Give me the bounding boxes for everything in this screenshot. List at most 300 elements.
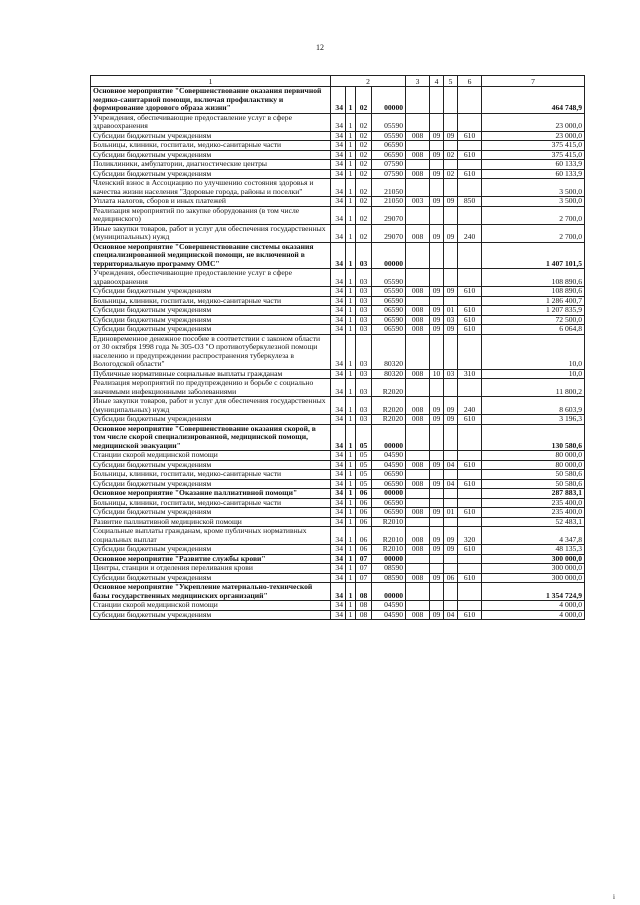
administrator-code-cell: [406, 554, 430, 564]
administrator-code-cell: 008: [406, 287, 430, 297]
table-row: [91, 369, 585, 379]
table-row: [91, 564, 585, 574]
header-cell-3: 3: [406, 76, 430, 87]
administrator-code-cell: 008: [406, 508, 430, 518]
subsection-code-cell: [444, 554, 458, 564]
table-row: [91, 573, 585, 583]
subprogram-code-cell: 1: [346, 470, 356, 480]
expense-kind-code-cell: [458, 334, 482, 369]
program-code-cell: 34: [331, 610, 346, 620]
direction-code-cell: 02: [356, 141, 372, 151]
subprogram-code-cell: 1: [346, 325, 356, 335]
administrator-code-cell: 003: [406, 197, 430, 207]
page-number: 12: [316, 43, 324, 52]
administrator-code-cell: [406, 517, 430, 527]
expense-kind-code-cell: 850: [458, 197, 482, 207]
expense-type-code-cell: 80320: [372, 334, 406, 369]
subsection-code-cell: 04: [444, 460, 458, 470]
direction-code-cell: 03: [356, 287, 372, 297]
row-name-cell: Основное мероприятие "Укрепление материально-технической базы государственных медицинских организаций": [91, 583, 331, 601]
amount-cell: 4 347,8: [482, 527, 585, 545]
table-row: [91, 113, 585, 131]
program-code-cell: 34: [331, 224, 346, 242]
program-code-cell: 34: [331, 315, 346, 325]
expense-type-code-cell: 06590: [372, 306, 406, 316]
row-name-cell: Основное мероприятие "Совершенствование оказания скорой, в том числе скорой специализированной, медицинской помощи, медицинской эвакуации": [91, 424, 331, 451]
subsection-code-cell: 09: [444, 287, 458, 297]
section-code-cell: [430, 242, 444, 269]
expense-type-code-cell: 06590: [372, 141, 406, 151]
section-code-cell: 09: [430, 169, 444, 179]
subprogram-code-cell: 1: [346, 287, 356, 297]
main-activity-row: [91, 242, 585, 269]
amount-cell: 1 207 835,9: [482, 306, 585, 316]
row-name-cell: Членский взнос в Ассоциацию по улучшению состояния здоровья и качества жизни населения "Здоровые города, районы и поселки": [91, 179, 331, 197]
expense-kind-code-cell: 240: [458, 224, 482, 242]
subprogram-code-cell: 1: [346, 242, 356, 269]
section-code-cell: [430, 296, 444, 306]
program-code-cell: 34: [331, 415, 346, 425]
direction-code-cell: 07: [356, 564, 372, 574]
subprogram-code-cell: 1: [346, 424, 356, 451]
program-code-cell: 34: [331, 369, 346, 379]
table-row: [91, 415, 585, 425]
administrator-code-cell: [406, 470, 430, 480]
table-body: [91, 76, 585, 620]
administrator-code-cell: [406, 424, 430, 451]
expense-type-code-cell: 00000: [372, 424, 406, 451]
amount-cell: 375 415,0: [482, 150, 585, 160]
header-cell-2: 2: [331, 76, 406, 87]
subsection-code-cell: [444, 424, 458, 451]
section-code-cell: 09: [430, 325, 444, 335]
row-name-cell: Учреждения, обеспечивающие предоставление услуг в сфере здравоохранения: [91, 113, 331, 131]
main-activity-row: [91, 424, 585, 451]
subsection-code-cell: 04: [444, 479, 458, 489]
administrator-code-cell: 008: [406, 545, 430, 555]
section-code-cell: 09: [430, 508, 444, 518]
section-code-cell: 09: [430, 397, 444, 415]
subprogram-code-cell: 1: [346, 460, 356, 470]
table-row: [91, 527, 585, 545]
administrator-code-cell: [406, 296, 430, 306]
row-name-cell: Субсидии бюджетным учреждениям: [91, 315, 331, 325]
subprogram-code-cell: 1: [346, 141, 356, 151]
expense-kind-code-cell: [458, 179, 482, 197]
expense-type-code-cell: 07590: [372, 160, 406, 170]
expense-kind-code-cell: [458, 564, 482, 574]
amount-cell: 235 400,0: [482, 498, 585, 508]
section-code-cell: 09: [430, 315, 444, 325]
row-name-cell: Единовременное денежное пособие в соответствии с законом области от 30 октября 1998 года № 305-ОЗ "О противотуберкулезной помощи населению и предупреждении распространения туберкулеза в Вологодской области": [91, 334, 331, 369]
amount-cell: 464 748,9: [482, 87, 585, 114]
expense-type-code-cell: 06590: [372, 479, 406, 489]
row-name-cell: Основное мероприятие "Оказание паллиативной помощи": [91, 489, 331, 499]
subsection-code-cell: 09: [444, 545, 458, 555]
administrator-code-cell: [406, 87, 430, 114]
section-code-cell: [430, 564, 444, 574]
amount-cell: 50 580,6: [482, 479, 585, 489]
subsection-code-cell: 04: [444, 610, 458, 620]
subprogram-code-cell: 1: [346, 224, 356, 242]
amount-cell: 1 407 101,5: [482, 242, 585, 269]
subprogram-code-cell: 1: [346, 160, 356, 170]
table-row: [91, 160, 585, 170]
subsection-code-cell: [444, 564, 458, 574]
section-code-cell: [430, 160, 444, 170]
table-row: [91, 508, 585, 518]
subprogram-code-cell: 1: [346, 379, 356, 397]
row-name-cell: Социальные выплаты гражданам, кроме публичных нормативных социальных выплат: [91, 527, 331, 545]
program-code-cell: 34: [331, 206, 346, 224]
expense-type-code-cell: 04590: [372, 451, 406, 461]
amount-cell: 3 196,3: [482, 415, 585, 425]
expense-kind-code-cell: 610: [458, 325, 482, 335]
table-row: [91, 334, 585, 369]
program-code-cell: 34: [331, 451, 346, 461]
program-code-cell: 34: [331, 287, 346, 297]
program-code-cell: 34: [331, 242, 346, 269]
administrator-code-cell: [406, 489, 430, 499]
program-code-cell: 34: [331, 460, 346, 470]
direction-code-cell: 05: [356, 451, 372, 461]
program-code-cell: 34: [331, 479, 346, 489]
administrator-code-cell: [406, 141, 430, 151]
section-code-cell: 09: [430, 306, 444, 316]
table-row: [91, 601, 585, 611]
administrator-code-cell: 008: [406, 169, 430, 179]
amount-cell: 3 500,0: [482, 197, 585, 207]
table-row: [91, 610, 585, 620]
subprogram-code-cell: 1: [346, 498, 356, 508]
subprogram-code-cell: 1: [346, 527, 356, 545]
row-name-cell: Субсидии бюджетным учреждениям: [91, 287, 331, 297]
subprogram-code-cell: 1: [346, 197, 356, 207]
main-activity-row: [91, 489, 585, 499]
administrator-code-cell: 008: [406, 479, 430, 489]
subsection-code-cell: 03: [444, 369, 458, 379]
section-code-cell: [430, 489, 444, 499]
direction-code-cell: 06: [356, 527, 372, 545]
subprogram-code-cell: 1: [346, 315, 356, 325]
expense-kind-code-cell: [458, 296, 482, 306]
expense-type-code-cell: 06590: [372, 325, 406, 335]
expense-type-code-cell: 06590: [372, 498, 406, 508]
program-code-cell: 34: [331, 517, 346, 527]
expense-kind-code-cell: 610: [458, 315, 482, 325]
program-code-cell: 34: [331, 325, 346, 335]
row-name-cell: Субсидии бюджетным учреждениям: [91, 479, 331, 489]
expense-kind-code-cell: 610: [458, 287, 482, 297]
program-code-cell: 34: [331, 334, 346, 369]
subprogram-code-cell: 1: [346, 564, 356, 574]
budget-table: [90, 75, 585, 620]
expense-kind-code-cell: [458, 424, 482, 451]
direction-code-cell: 06: [356, 545, 372, 555]
row-name-cell: Больницы, клиники, госпитали, медико-санитарные части: [91, 141, 331, 151]
section-code-cell: 09: [430, 573, 444, 583]
program-code-cell: 34: [331, 113, 346, 131]
direction-code-cell: 03: [356, 415, 372, 425]
subsection-code-cell: 03: [444, 315, 458, 325]
subsection-code-cell: [444, 242, 458, 269]
administrator-code-cell: [406, 242, 430, 269]
expense-kind-code-cell: 320: [458, 527, 482, 545]
program-code-cell: 34: [331, 489, 346, 499]
expense-type-code-cell: 07590: [372, 169, 406, 179]
direction-code-cell: 08: [356, 583, 372, 601]
expense-type-code-cell: 00000: [372, 489, 406, 499]
subsection-code-cell: [444, 269, 458, 287]
subprogram-code-cell: 1: [346, 169, 356, 179]
row-name-cell: Субсидии бюджетным учреждениям: [91, 573, 331, 583]
section-code-cell: [430, 554, 444, 564]
administrator-code-cell: 008: [406, 573, 430, 583]
expense-kind-code-cell: [458, 517, 482, 527]
subsection-code-cell: 09: [444, 325, 458, 335]
program-code-cell: 34: [331, 498, 346, 508]
header-cell-5: 5: [444, 76, 458, 87]
row-name-cell: Субсидии бюджетным учреждениям: [91, 545, 331, 555]
table-row: [91, 206, 585, 224]
amount-cell: 300 000,0: [482, 564, 585, 574]
subsection-code-cell: [444, 113, 458, 131]
expense-type-code-cell: 06590: [372, 296, 406, 306]
expense-kind-code-cell: 610: [458, 479, 482, 489]
administrator-code-cell: 008: [406, 224, 430, 242]
main-activity-row: [91, 87, 585, 114]
program-code-cell: 34: [331, 545, 346, 555]
expense-type-code-cell: 06590: [372, 508, 406, 518]
program-code-cell: 34: [331, 160, 346, 170]
program-code-cell: 34: [331, 554, 346, 564]
row-name-cell: Субсидии бюджетным учреждениям: [91, 508, 331, 518]
amount-cell: 300 000,0: [482, 554, 585, 564]
amount-cell: 23 000,0: [482, 131, 585, 141]
section-code-cell: 09: [430, 527, 444, 545]
table-row: [91, 379, 585, 397]
subprogram-code-cell: 1: [346, 489, 356, 499]
direction-code-cell: 02: [356, 150, 372, 160]
expense-kind-code-cell: [458, 470, 482, 480]
amount-cell: 52 483,1: [482, 517, 585, 527]
amount-cell: 11 800,2: [482, 379, 585, 397]
program-code-cell: 34: [331, 397, 346, 415]
row-name-cell: Основное мероприятие "Развитие службы крови": [91, 554, 331, 564]
expense-type-code-cell: 08590: [372, 564, 406, 574]
program-code-cell: 34: [331, 150, 346, 160]
expense-type-code-cell: R2020: [372, 379, 406, 397]
expense-kind-code-cell: [458, 160, 482, 170]
amount-cell: 72 500,0: [482, 315, 585, 325]
expense-kind-code-cell: 610: [458, 508, 482, 518]
subsection-code-cell: 01: [444, 508, 458, 518]
direction-code-cell: 05: [356, 460, 372, 470]
direction-code-cell: 08: [356, 610, 372, 620]
table-row: [91, 224, 585, 242]
program-code-cell: 34: [331, 87, 346, 114]
expense-type-code-cell: 80320: [372, 369, 406, 379]
expense-kind-code-cell: [458, 269, 482, 287]
subprogram-code-cell: 1: [346, 296, 356, 306]
subsection-code-cell: [444, 601, 458, 611]
expense-kind-code-cell: 610: [458, 169, 482, 179]
row-name-cell: Субсидии бюджетным учреждениям: [91, 169, 331, 179]
expense-kind-code-cell: [458, 141, 482, 151]
row-name-cell: Больницы, клиники, госпитали, медико-санитарные части: [91, 470, 331, 480]
section-code-cell: [430, 583, 444, 601]
amount-cell: 375 415,0: [482, 141, 585, 151]
program-code-cell: 34: [331, 141, 346, 151]
section-code-cell: [430, 179, 444, 197]
subprogram-code-cell: 1: [346, 150, 356, 160]
section-code-cell: [430, 269, 444, 287]
administrator-code-cell: 008: [406, 415, 430, 425]
expense-kind-code-cell: [458, 242, 482, 269]
expense-type-code-cell: 05590: [372, 287, 406, 297]
subsection-code-cell: [444, 206, 458, 224]
subprogram-code-cell: 1: [346, 554, 356, 564]
direction-code-cell: 03: [356, 369, 372, 379]
expense-type-code-cell: 06590: [372, 150, 406, 160]
row-name-cell: Основное мероприятие "Совершенствование системы оказания специализированной медицинской помощи, не включенной в территориальную программу ОМС": [91, 242, 331, 269]
table-row: [91, 479, 585, 489]
subprogram-code-cell: 1: [346, 269, 356, 287]
expense-kind-code-cell: [458, 489, 482, 499]
administrator-code-cell: [406, 269, 430, 287]
section-code-cell: [430, 451, 444, 461]
subsection-code-cell: 09: [444, 197, 458, 207]
administrator-code-cell: [406, 451, 430, 461]
expense-type-code-cell: 21050: [372, 179, 406, 197]
table-row: [91, 517, 585, 527]
administrator-code-cell: 008: [406, 150, 430, 160]
section-code-cell: [430, 379, 444, 397]
row-name-cell: Основное мероприятие "Совершенствование оказания первичной медико-санитарной помощи, включая профилактику и формирование здорового образа жизни": [91, 87, 331, 114]
program-code-cell: 34: [331, 179, 346, 197]
table-row: [91, 397, 585, 415]
expense-type-code-cell: R2010: [372, 517, 406, 527]
amount-cell: 2 700,0: [482, 224, 585, 242]
amount-cell: 300 000,0: [482, 573, 585, 583]
program-code-cell: 34: [331, 269, 346, 287]
expense-kind-code-cell: 610: [458, 131, 482, 141]
row-name-cell: Уплата налогов, сборов и иных платежей: [91, 197, 331, 207]
subsection-code-cell: 01: [444, 306, 458, 316]
subprogram-code-cell: 1: [346, 415, 356, 425]
amount-cell: 50 580,6: [482, 470, 585, 480]
subprogram-code-cell: 1: [346, 545, 356, 555]
direction-code-cell: 03: [356, 379, 372, 397]
subprogram-code-cell: 1: [346, 369, 356, 379]
expense-kind-code-cell: [458, 206, 482, 224]
amount-cell: 287 883,1: [482, 489, 585, 499]
table-row: [91, 315, 585, 325]
table-header-row: [91, 76, 585, 87]
table-row: [91, 197, 585, 207]
section-code-cell: 09: [430, 197, 444, 207]
table-row: [91, 460, 585, 470]
expense-type-code-cell: 29070: [372, 206, 406, 224]
expense-type-code-cell: 00000: [372, 87, 406, 114]
administrator-code-cell: [406, 498, 430, 508]
expense-type-code-cell: 06590: [372, 470, 406, 480]
amount-cell: 2 700,0: [482, 206, 585, 224]
row-name-cell: Субсидии бюджетным учреждениям: [91, 460, 331, 470]
expense-kind-code-cell: [458, 498, 482, 508]
program-code-cell: 34: [331, 169, 346, 179]
row-name-cell: Больницы, клиники, госпитали, медико-санитарные части: [91, 498, 331, 508]
row-name-cell: Субсидии бюджетным учреждениям: [91, 150, 331, 160]
expense-kind-code-cell: [458, 554, 482, 564]
program-code-cell: 34: [331, 527, 346, 545]
row-name-cell: Субсидии бюджетным учреждениям: [91, 610, 331, 620]
direction-code-cell: 03: [356, 269, 372, 287]
section-code-cell: [430, 206, 444, 224]
subsection-code-cell: 02: [444, 150, 458, 160]
section-code-cell: 10: [430, 369, 444, 379]
expense-kind-code-cell: [458, 601, 482, 611]
expense-type-code-cell: R2020: [372, 397, 406, 415]
administrator-code-cell: 008: [406, 369, 430, 379]
program-code-cell: 34: [331, 197, 346, 207]
program-code-cell: 34: [331, 296, 346, 306]
section-code-cell: [430, 498, 444, 508]
section-code-cell: 09: [430, 610, 444, 620]
table-row: [91, 150, 585, 160]
row-name-cell: Субсидии бюджетным учреждениям: [91, 325, 331, 335]
amount-cell: 108 890,6: [482, 287, 585, 297]
administrator-code-cell: 008: [406, 315, 430, 325]
direction-code-cell: 05: [356, 424, 372, 451]
administrator-code-cell: [406, 334, 430, 369]
program-code-cell: 34: [331, 573, 346, 583]
direction-code-cell: 06: [356, 508, 372, 518]
section-code-cell: [430, 334, 444, 369]
table-row: [91, 545, 585, 555]
amount-cell: 10,0: [482, 334, 585, 369]
expense-type-code-cell: 08590: [372, 573, 406, 583]
table-row: [91, 141, 585, 151]
subprogram-code-cell: 1: [346, 179, 356, 197]
section-code-cell: 09: [430, 131, 444, 141]
expense-type-code-cell: 05590: [372, 113, 406, 131]
subsection-code-cell: 02: [444, 169, 458, 179]
program-code-cell: 34: [331, 470, 346, 480]
amount-cell: 1 286 400,7: [482, 296, 585, 306]
expense-kind-code-cell: 610: [458, 545, 482, 555]
administrator-code-cell: 008: [406, 527, 430, 545]
administrator-code-cell: [406, 379, 430, 397]
section-code-cell: 09: [430, 545, 444, 555]
direction-code-cell: 02: [356, 87, 372, 114]
direction-code-cell: 07: [356, 573, 372, 583]
expense-type-code-cell: 00000: [372, 242, 406, 269]
expense-type-code-cell: 04590: [372, 601, 406, 611]
expense-type-code-cell: R2010: [372, 527, 406, 545]
row-name-cell: Центры, станции и отделения переливания крови: [91, 564, 331, 574]
expense-kind-code-cell: [458, 451, 482, 461]
amount-cell: 10,0: [482, 369, 585, 379]
expense-type-code-cell: 29070: [372, 224, 406, 242]
amount-cell: 8 603,9: [482, 397, 585, 415]
subsection-code-cell: 09: [444, 224, 458, 242]
section-code-cell: [430, 601, 444, 611]
administrator-code-cell: [406, 601, 430, 611]
row-name-cell: Субсидии бюджетным учреждениям: [91, 415, 331, 425]
amount-cell: 23 000,0: [482, 113, 585, 131]
subprogram-code-cell: 1: [346, 573, 356, 583]
